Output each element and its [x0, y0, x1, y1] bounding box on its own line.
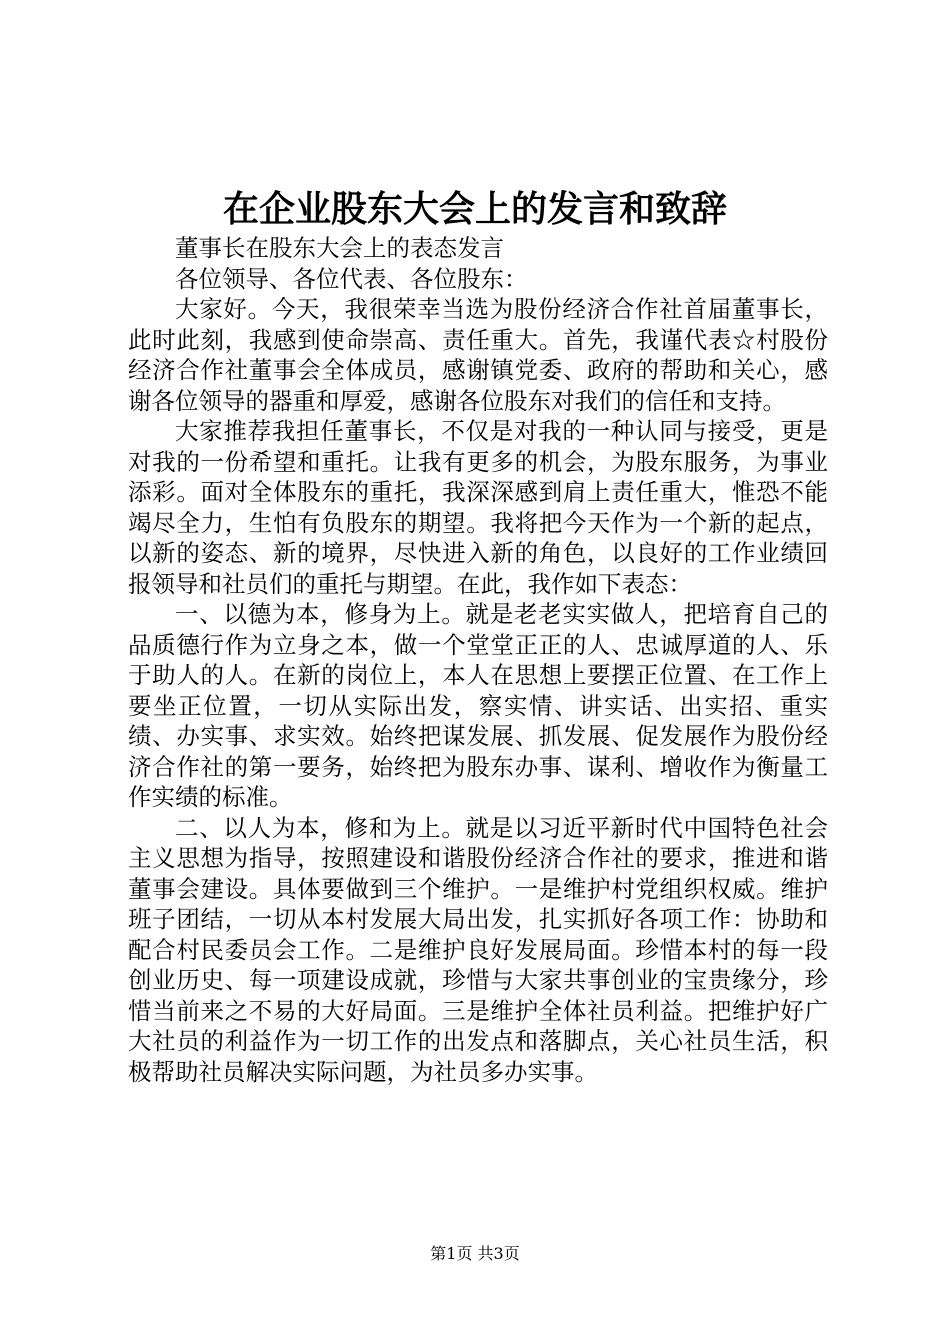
body-paragraph: 大家推荐我担任董事长，不仅是对我的一种认同与接受，更是对我的一份希望和重托。让我有更多的机会，为股东服务，为事业添彩。面对全体股东的重托，我深深感到肩上责任重大，惟恐不能竭尽全力，生怕有负股东的期望。我将把今天作为一个新的起点，以新的姿态、新的境界，尽快进入新的角色，以良好的工作业绩回报领导和社员们的重托与期望。在此，我作如下表态： [128, 417, 828, 598]
salutation: 各位领导、各位代表、各位股东： [175, 264, 528, 293]
document-title: 在企业股东大会上的发言和致辞 [222, 188, 727, 230]
document-body [128, 233, 828, 1087]
page-footer: 第1页 共3页 [430, 1244, 520, 1263]
body-paragraph: 一、以德为本，修身为上。就是老老实实做人，把培育自己的品质德行作为立身之本，做一个堂堂正正的人、忠诚厚道的人、乐于助人的人。在新的岗位上，本人在思想上要摆正位置、在工作上要坐正位置，一切从实际出发，察实情、讲实话、出实招、重实绩、办实事、求实效。始终把谋发展、抓发展、促发展作为股份经济合作社的第一要务，始终把为股东办事、谋利、增收作为衡量工作实绩的标准。 [128, 600, 828, 811]
body-paragraph: 大家好。今天，我很荣幸当选为股份经济合作社首届董事长，此时此刻，我感到使命崇高、责任重大。首先，我谨代表☆村股份经济合作社董事会全体成员，感谢镇党委、政府的帮助和关心，感谢各位领导的器重和厚爱，感谢各位股东对我们的信任和支持。 [128, 295, 828, 415]
body-paragraph: 二、以人为本，修和为上。就是以习近平新时代中国特色社会主义思想为指导，按照建设和谐股份经济合作社的要求，推进和谐董事会建设。具体要做到三个维护。一是维护村党组织权威。维护班子团结，一切从本村发展大局出发，扎实抓好各项工作：协助和配合村民委员会工作。二是维护良好发展局面。珍惜本村的每一段创业历史、每一项建设成就，珍惜与大家共事创业的宝贵缘分，珍惜当前来之不易的大好局面。三是维护全体社员利益。把维护好广大社员的利益作为一切工作的出发点和落脚点，关心社员生活，积极帮助社员解决实际问题，为社员多办实事。 [128, 813, 828, 1086]
speech-subtitle: 董事长在股东大会上的表态发言 [175, 234, 504, 262]
